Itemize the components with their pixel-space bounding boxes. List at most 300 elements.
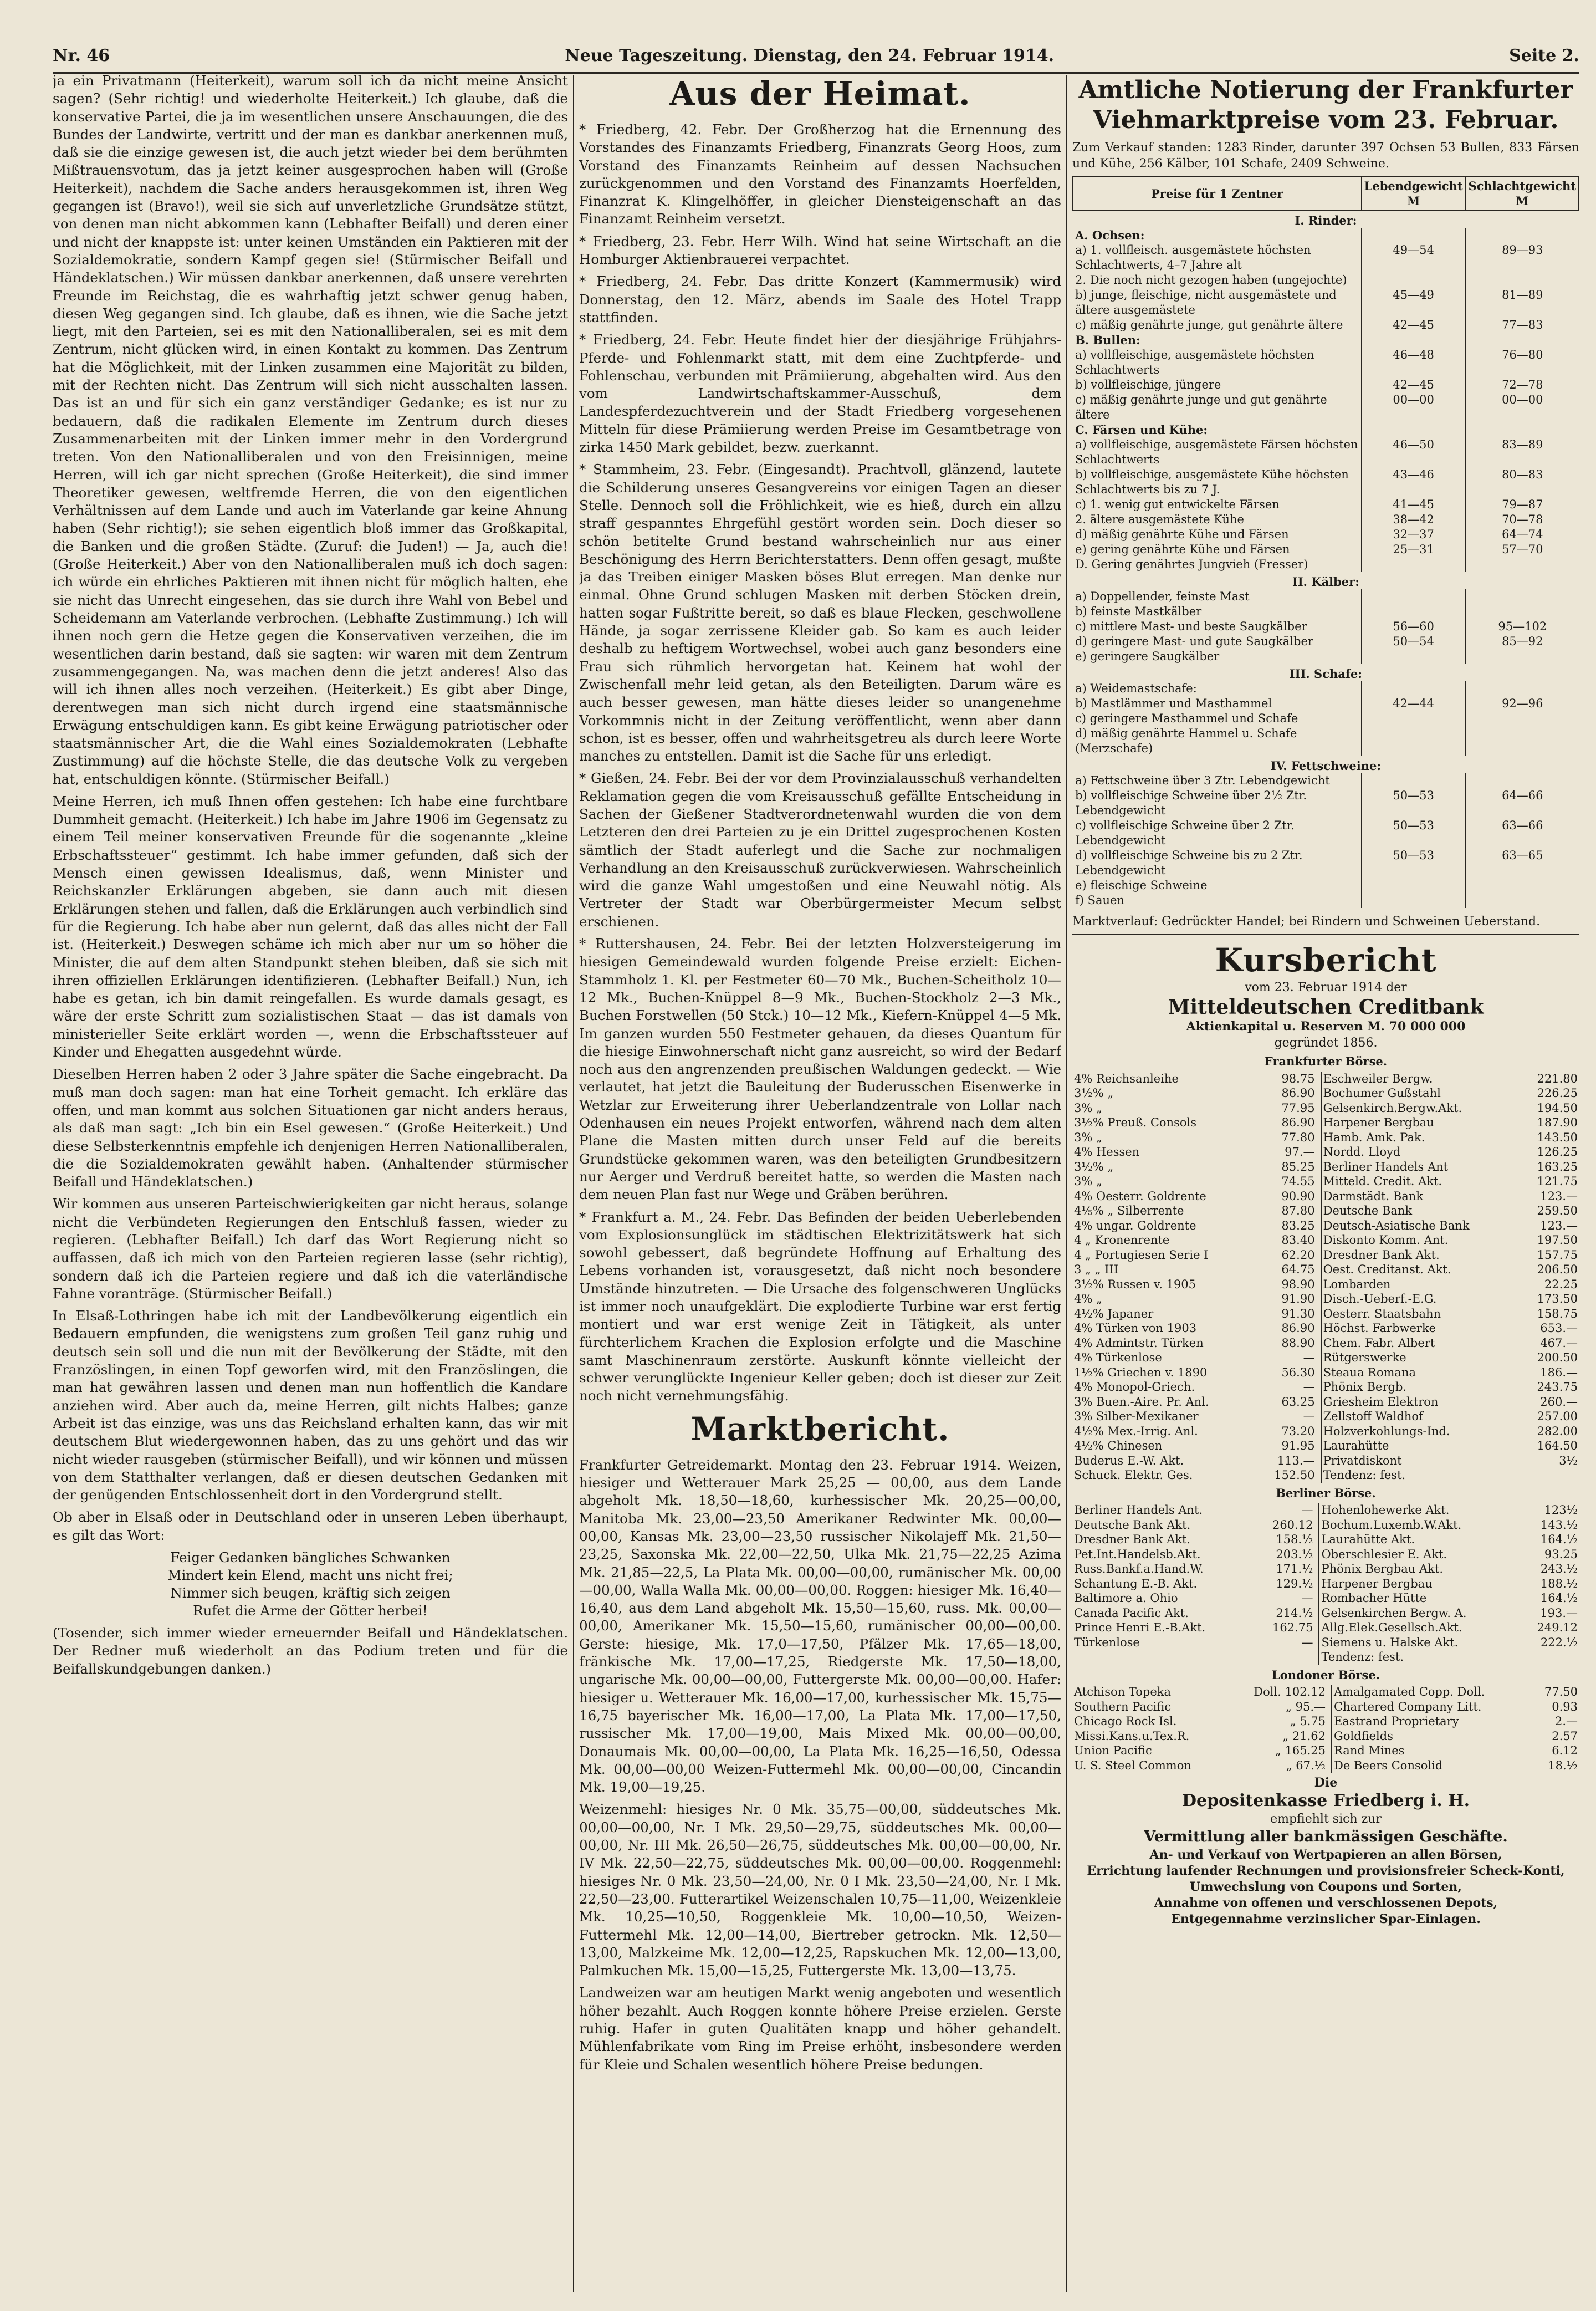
section-label: II. Kälber: [1292,575,1359,589]
security-name: Gelsenkirch.Bergw.Akt. [1323,1101,1462,1115]
table-row [1073,788,1579,818]
table-section-row [1073,228,1579,243]
table-row [1073,696,1579,711]
slaughter-weight-price: 77—83 [1466,318,1579,333]
security-quote: 93.25 [1544,1547,1578,1561]
security-quote: 2.— [1554,1715,1578,1728]
table-row [1073,726,1579,756]
bank-name: Mitteldeutschen Creditbank [1168,996,1484,1019]
quote-row [1072,1650,1579,1665]
slaughter-weight-price: 79—87 [1466,497,1579,512]
header-slaughter-weight: Schlachtgewicht M [1466,177,1579,210]
security-name: Union Pacific [1074,1744,1152,1757]
security-quote: 123½ [1544,1503,1578,1517]
live-weight-price: 42—45 [1362,318,1466,333]
security-quote: 56.30 [1256,1365,1321,1380]
security-name: Holzverkohlungs-Ind. [1323,1424,1450,1438]
security-name: Canada Pacific Akt. [1074,1606,1189,1620]
security-quote: 86.90 [1256,1115,1321,1130]
security-name: Hohenlohewerke Akt. [1321,1503,1450,1517]
issue-number: Nr. 46 [53,45,110,65]
speech-closing: (Tosender, sich immer wieder erneuernder Beifall und Händeklatschen. Der Redner muß wiederholt an das Podium treten und für die Beifallskundgebungen danken.) [53,1625,568,1677]
security-name: 3½% „ [1074,1160,1114,1174]
row-label: e) gering genährte Kühe und Färsen [1075,543,1290,556]
security-quote: 91.30 [1256,1307,1321,1322]
quote-row [1072,1160,1579,1175]
cattle-price-rows [1073,210,1579,908]
security-quote: 259.50 [1537,1204,1578,1217]
poem [53,1549,568,1620]
security-name: Lombarden [1323,1277,1391,1291]
table-section-row [1073,572,1579,589]
slaughter-weight-price [1466,893,1579,908]
security-quote: 3½ [1559,1453,1578,1467]
slaughter-weight-price [1466,878,1579,893]
live-weight-price: 56—60 [1362,619,1466,634]
slaughter-weight-price: 64—74 [1466,527,1579,542]
security-name: U. S. Steel Common [1074,1758,1191,1772]
quote-row [1072,1743,1579,1758]
quote-row [1072,1292,1579,1307]
security-quote: 98.90 [1256,1277,1321,1292]
live-weight-price: 43—46 [1362,467,1466,497]
table-section-row [1073,333,1579,348]
security-quote: „ 5.75 [1229,1714,1332,1729]
row-label: b) junge, fleischige, nicht ausgemästete und ältere ausgemästete [1075,288,1337,317]
row-label: b) feinste Mastkälber [1075,605,1202,618]
quote-row [1072,1115,1579,1130]
poem-line: Mindert kein Elend, macht uns nicht frei; [167,1567,453,1584]
quote-row [1072,1547,1579,1562]
security-quote: 86.90 [1256,1086,1321,1101]
security-name: Harpener Bergbau [1323,1116,1434,1129]
row-label: e) fleischige Schweine [1075,879,1208,892]
security-quote: — [1256,1380,1321,1395]
quote-row [1072,1577,1579,1591]
security-name: Dresdner Bank Akt. [1074,1533,1191,1546]
live-weight-price: 50—54 [1362,634,1466,649]
market-report: Frankfurter Getreidemarkt. Montag den 23. Februar 1914. Weizen, hiesiger und Wetterauer Mark 25,25 — 00,00, aus dem Lande abgeholt Mk. 18,50—18,60, kurhessischer Mk. 20,25—00,00, Manitoba Mk. 23,00—23,50 Amerikaner Redwinter Mk. 00,00—00,00, Kansas Mk. 23,00—23,50 russischer Nikolajeff Mk. 21,50—23,25, Saxonska Mk. 22,00—22,50, Ulka Mk. 21,75—22,25 Azima Mk. 21,85—22,5, La Plata Mk. 00,00—00,00, rumänischer Mk. 00,00—00,00, Walla Walla Mk. 00,00—00,00. Roggen: hiesiger Mk. 16,40—16,40, aus dem Land abgeholt Mk. 15,50—15,60, russ. Mk. 00,00—00,00, Amerikaner Mk. 15,50—15,60, rumänischer 00,00—00,00. Gerste: hiesige, Mk. 17,0—17,50, Pfälzer Mk. 17,65—18,00, fränkische Mk. 17,00—17,25, Riedgerste Mk. 17,50—18,00, ungarische Mk. 00,00—00,00, Futtergerste Mk. 00,00—00,00. Hafer: hiesiger u. Wetterauer Mk. 16,00—17,00, kurhessischer Mk. 15,75—16,75 bayerischer Mk. 16,00—17,00, La Plata Mk. 17,00—17,50, russischer Mk. 17,00—19,00, Mais Mixed Mk. 00,00—00,00, Donaumais Mk. 00,00—00,00, La Plata Mk. 16,25—16,50, Odessa Mk. 00,00—00,00 Weizen-Futtermehl Mk. 00,00—00,00, Cincandin Mk. 19,00—19,25. [579,1456,1061,1795]
security-name: Chartered Company Litt. [1334,1700,1482,1713]
frankfurt-exchange-table [1072,1051,1579,1483]
security-name: Tendenz: fest. [1321,1650,1404,1664]
live-weight-price: 50—53 [1362,788,1466,818]
security-quote: 129.½ [1254,1577,1319,1591]
quote-row [1072,1380,1579,1395]
security-name: Zellstoff Waldhof [1323,1410,1423,1423]
security-name: Oesterr. Staatsbahn [1323,1307,1441,1320]
security-name: Deutsch-Asiatische Bank [1323,1218,1470,1232]
table-row [1073,878,1579,893]
ad-line: Errichtung laufender Rechnungen und provisionsfreier Scheck-Konti, [1087,1864,1565,1878]
section-heading-heimat: Aus der Heimat. [669,75,971,113]
table-section-row [1073,210,1579,228]
security-quote: 2.57 [1552,1729,1578,1743]
security-name: 4% Admintstr. Türken [1074,1336,1204,1350]
security-quote: 18.½ [1548,1758,1578,1772]
quote-row [1072,1532,1579,1547]
security-quote: 200.50 [1537,1351,1578,1364]
slaughter-weight-price: 70—78 [1466,512,1579,527]
security-name: Southern Pacific [1074,1700,1172,1713]
security-quote: 260.12 [1254,1518,1319,1533]
security-quote: 197.50 [1537,1233,1578,1247]
quote-row [1072,1145,1579,1160]
bank-founded: gegründet 1856. [1274,1036,1378,1050]
row-label: a) Doppellender, feinste Mast [1075,590,1250,603]
security-name: Gelsenkirchen Bergw. A. [1321,1606,1467,1620]
quote-row [1072,1336,1579,1351]
berlin-exchange-heading: Berliner Börse. [1276,1486,1376,1500]
table-row [1073,711,1579,726]
column-divider-2 [1066,75,1067,2292]
live-weight-price: 49—54 [1362,243,1466,273]
security-quote: 193.— [1540,1606,1578,1620]
security-name: Dresdner Bank Akt. [1323,1248,1440,1262]
table-row [1073,243,1579,273]
quote-row [1072,1174,1579,1189]
slaughter-weight-price: 85—92 [1466,634,1579,649]
quote-row [1072,1503,1579,1518]
quote-row [1072,1729,1579,1744]
security-quote: „ 95.— [1229,1700,1332,1715]
quote-row [1072,1591,1579,1606]
security-quote: 171.½ [1254,1562,1319,1577]
quote-row [1072,1620,1579,1635]
security-name: 3% „ [1074,1130,1102,1144]
row-label: b) vollfleischige Schweine über 2½ Ztr. Lebendgewicht [1075,789,1307,817]
live-weight-price [1362,589,1466,604]
cattle-market-intro: Zum Verkauf standen: 1283 Rinder, darunter 397 Ochsen 53 Bullen, 833 Färsen und Kühe, 256 Kälber, 101 Schafe, 2409 Schweine. [1072,141,1579,171]
security-name: Allg.Elek.Gesellsch.Akt. [1321,1621,1462,1634]
empty-cell [1466,422,1579,437]
live-weight-price: 46—48 [1362,348,1466,377]
market-course: Marktverlauf: Gedrückter Handel; bei Rindern und Schweinen Ueberstand. [1072,915,1541,929]
security-name: Laurahütte Akt. [1321,1533,1415,1546]
security-quote: 653.— [1540,1322,1578,1335]
security-quote: 91.95 [1256,1438,1321,1453]
slaughter-weight-price: 63—65 [1466,848,1579,878]
speech-paragraph: Meine Herren, ich muß Ihnen offen gestehen: Ich habe eine furchtbare Dummheit gemacht. (Heiterkeit.) Ich habe im Jahre 1906 im Gegensatz zu einem Teil meiner konservativen Freunde für die sogenannte „kleine Erbschaftssteuer“ gestimmt. Ich habe immer gefunden, daß sich der Mensch einen gewissen Idealismus, daß, wenn Minister und Reichskanzler Erklärungen abgeben, sie dann auch mit diesen Erklärungen stehen und fallen, daß die Erklärungen auch verbindlich sind für die Regierung. Ich habe aber nun gelernt, daß das alles nicht der Fall ist. (Heiterkeit.) Deswegen schäme ich mich aber nur um so höher die Minister, die auf dem alten Standpunkt stehen bleiben, daß sie sich mit ihren offiziellen Erklärungen identifizieren. (Lebhafter Beifall.) Nun, ich habe es getan, ich bin damit reingefallen. Es wurde damals gesagt, es wäre der erste Schritt zum sozialistischen Staat — das ist damals von ministerieller Seite erklärt worden —, wenn die Erbschaftssteuer auf Kinder und Ehegatten ausgedehnt würde. [53,793,568,1060]
empty-cell [1362,228,1466,243]
row-label: f) Sauen [1075,894,1125,907]
security-quote: Doll. 102.12 [1229,1685,1332,1700]
row-label: c) mäßig genährte junge, gut genährte ältere [1075,318,1343,331]
quote-row [1072,1350,1579,1365]
speech-paragraph: ja ein Privatmann (Heiterkeit), warum soll ich da nicht meine Ansicht sagen? (Sehr richtig! und wiederholte Heiterkeit.) Ich glaube, daß die konservative Partei, die ja im wesentlichen unsere Anschauungen, die des Bundes der Landwirte, vertritt und der man es dankbar anerkennen muß, daß sie die einzige gewesen ist, die auch jetzt wieder bei dem berühmten Mißtrauensvotum, das ja jetzt keiner ausgesprochen haben will (Große Heiterkeit), nachdem die Sache anders herausgekommen ist, ihren Weg gegangen ist (Bravo!), weil sie sich auf unverletzliche Grundsätze stützt, von denen man nicht abkommen kann (Lebhafter Beifall) und deren einer und nicht der knappste ist: unter keinen Umständen ein Paktieren mit der Sozialdemokratie, sondern Kampf gegen sie! (Stürmischer Beifall und Händeklatschen.) Wir müssen dankbar anerkennen, daß unsere verehrten Freunde im Reichstag, die es wahrhaftig jetzt schwer genug haben, diesen Weg gegangen sind. Ich glaube, daß es ihnen, wie die Sache jetzt liegt, mit den Parteien, sei es mit den Nationalliberalen, sei es mit dem Zentrum, nicht glücken wird, in einen Kontakt zu kommen. Das Zentrum hat die Möglichkeit, mit der Linken zusammen eine Majorität zu bilden, mit der Rechten nicht. Das Zentrum will sich nicht ausschalten lassen. Das ist an und für sich ein ganz verständiger Gedanke; es ist nur zu bedauern, daß die radikalen Elemente im Zentrum durch dieses Zusammenarbeiten mit der Linken immer mehr in den Vordergrund treten. Von den Nationalliberalen und von den Freisinnigen, meine Herren, will ich gar nicht sprechen (Große Heiterkeit), die sind immer Theoretiker gewesen, weltfremde Herren, die von den eigentlichen Verhältnissen auf dem Lande und auch im Vaterlande gar keine Ahnung haben (Sehr richtig!); sie sehen eigentlich bloß immer das Großkapital, die Banken und die großen Städte. (Zuruf: die Juden!) — Ja, auch die! (Große Heiterkeit.) Aber von den Nationalliberalen muß ich doch sagen: ich würde ein ehrliches Paktieren mit ihnen nicht für möglich halten, ehe sie nicht das Unrecht eingesehen, das sie durch ihre Wahl von Bebel und Scheidemann am Vaterlande verbrochen. (Lebhafte Zustimmung.) Ich will ihnen noch gern die Hetze gegen die Konservativen verzeihen, die im wesentlichen darin bestand, daß sie sagten: wir waren mit dem Zentrum zusammengegangen. Na, was machen denn die jetzt anderes! Also das will ich ihnen alles noch verzeihen. (Heiterkeit.) Es gibt aber Dinge, derentwegen man sich nicht durch irgend eine staatsmännische Erwägung entschuldigen kann. Es gibt keine Erwägung patriotischer oder staatsmännischer Art, die die Wahl eines Sozialdemokraten (Lebhafte Zustimmung) auf die höchste Stelle, die das deutsche Volk zu vergeben hat, entschuldigen könnte. (Stürmischer Beifall.) [53,73,568,787]
security-quote: 0.93 [1552,1700,1578,1713]
section-label: C. Färsen und Kühe: [1075,423,1208,437]
security-quote: 123.— [1540,1189,1578,1203]
section-rule [1072,934,1579,935]
market-report: Weizenmehl: hiesiges Nr. 0 Mk. 35,75—00,00, süddeutsches Mk. 00,00—00,00, Nr. I Mk. 29,50—29,75, süddeutsches Mk. 00,00—00,00, Nr. III Mk. 26,50—26,75, süddeutsches Mk. 00,00—00,00, Nr. IV Mk. 22,50—22,75, süddeutsches Mk. 00,00—00,00. Roggenmehl: hiesiges Nr. 0 Mk. 23,50—24,00, Nr. 0 I Mk. 23,50—24,00, Nr. I Mk. 22,50—23,00. Futterartikel Weizenschalen 10,75—11,00, Weizenkleie Mk. 10,25—10,50, Roggenkleie Mk. 10,00—10,50, Weizen-Futtermehl Mk. 12,00—14,00, Biertreber getrockn. Mk. 12,50—13,00, Malzkeime Mk. 12,00—12,25, Rapskuchen Mk. 12,00—13,00, Palmkuchen Mk. 15,00—15,25, Futtergerste Mk. 13,00—13,75. [579,1801,1061,1979]
market-report: Landweizen war am heutigen Markt wenig angeboten und wesentlich höher bezahlt. Auch Roggen konnte höhere Preise erzielen. Gerste ruhig. Hafer in guten Qualitäten knapp und höher gehandelt. Mühlenfabrikate vom Ring im Preise erhöht, insbesondere werden für Kleie und Schalen wesentlich höhere Preise bedungen. [579,1984,1061,2073]
security-quote: 123.— [1540,1218,1578,1232]
row-label: b) vollfleischige, ausgemästete Kühe höchsten Schlachtwerts bis zu 7 J. [1075,468,1349,496]
ad-line: Umwechslung von Coupons und Sorten, [1190,1880,1462,1894]
cattle-market-title: Amtliche Notierung der Frankfurter Viehmarktpreise vom 23. Februar. [1078,76,1573,134]
security-name: 4⅕% „ Silberrente [1074,1204,1184,1217]
row-label: a) 1. vollfleisch. ausgemästete höchsten Schlachtwerts, 4–7 Jahre alt [1075,243,1311,272]
quote-row [1072,1758,1579,1773]
speech-paragraph: Ob aber in Elsaß oder in Deutschland oder in unseren Leben überhaupt, es gilt das Wort: [53,1509,568,1543]
quote-row [1072,1218,1579,1233]
slaughter-weight-price: 89—93 [1466,243,1579,273]
quote-row [1072,1606,1579,1621]
table-section-row [1073,422,1579,437]
table-row [1073,288,1579,318]
news-item: * Stammheim, 23. Febr. (Eingesandt). Prachtvoll, glänzend, lautete die Schilderung unseres Gesangvereins vor einigen Tagen an dieser Stelle. Dennoch soll die Fröhlichkeit, wie es hieß, durch ein allzu straff gespanntes Ehrgefühl gestört worden sein. Doch dieser so schön betitelte Grund bestand wahrscheinlich nur aus einer Beschönigung des Herrn Berichterstatters. Denn offen gesagt, mußte ja das Treiben einiger Masken böses Blut erregen. Man denke nur einmal. Ohne Grund schlugen Masken mit derben Stöcken drein, hatten sogar Fußtritte bereit, so daß es blaue Flecken, geschwollene Hände, ja sogar zerrissene Kleider gab. So kam es auch leider deshalb zu heftigem Wortwechsel, wobei auch ganz besonders eine Frau sich rühmlich hervorgetan hat. Keinem hat wohl der Zwischenfall mehr leid getan, als den Beteiligten. Darum wäre es auch besser gewesen, man hätte dieses leider so unangenehme Vorkommnis nicht in der Zeitung veröffentlicht, wenn aber dann schon, ist es besser, offen und wahrheitsgetreu als durch leere Worte manches zu entstellen. Damit ist die Sache für uns erledigt. [579,461,1061,764]
security-quote: 6.12 [1552,1744,1578,1757]
security-name: Türkenlose [1074,1635,1140,1649]
quote-row [1072,1468,1579,1483]
row-label: a) Weidemastschafe: [1075,682,1197,695]
kursbericht-title: Kursbericht [1215,941,1437,979]
row-label: D. Gering genährtes Jungvieh (Fresser) [1075,558,1308,571]
security-quote: 282.00 [1537,1424,1578,1438]
security-name: Deutsche Bank Akt. [1074,1518,1191,1532]
security-quote: 77.50 [1544,1685,1578,1698]
table-row [1073,557,1579,572]
security-quote: 77.95 [1256,1101,1321,1116]
masthead-title: Neue Tageszeitung. Dienstag, den 24. Februar 1914. [565,45,1055,65]
table-row [1073,619,1579,634]
security-quote: 188.½ [1540,1577,1578,1590]
security-name: 4% Hessen [1074,1145,1140,1159]
slaughter-weight-price [1466,273,1579,288]
security-name: 4½% Chinesen [1074,1439,1163,1452]
security-quote: 467.— [1540,1336,1578,1350]
security-name: Harpener Bergbau [1321,1577,1433,1590]
prices-column [1072,72,1579,2289]
poem-line: Nimmer sich beugen, kräftig sich zeigen [170,1585,451,1601]
security-name: 4% Monopol-Griech. [1074,1380,1195,1394]
slaughter-weight-price [1466,649,1579,664]
security-quote: 113.— [1256,1453,1321,1468]
ad-services-heading: Vermittlung aller bankmässigen Geschäfte. [1144,1828,1508,1845]
table-section-row [1073,664,1579,681]
security-name: Amalgamated Copp. Doll. [1334,1685,1485,1698]
frankfurt-exchange-heading: Frankfurter Börse. [1264,1054,1388,1068]
section-label: A. Ochsen: [1075,228,1145,242]
security-name: Bochum.Luxemb.W.Akt. [1321,1518,1462,1532]
row-label: e) geringere Saugkälber [1075,650,1220,663]
berlin-exchange-table [1072,1483,1579,1665]
security-quote: 143.50 [1537,1130,1578,1144]
security-name: Chicago Rock Isl. [1074,1715,1177,1728]
quote-row [1072,1365,1579,1380]
security-quote: — [1254,1503,1319,1518]
live-weight-price: 42—45 [1362,377,1466,392]
live-weight-price [1362,893,1466,908]
security-name: Pet.Int.Handelsb.Akt. [1074,1547,1201,1561]
empty-cell [1466,228,1579,243]
empty-cell [1362,422,1466,437]
security-quote: 63.25 [1256,1395,1321,1410]
security-quote: 88.90 [1256,1336,1321,1351]
slaughter-weight-price: 81—89 [1466,288,1579,318]
table-section-row [1073,756,1579,773]
live-weight-price [1362,726,1466,756]
table-row [1073,318,1579,333]
security-name: Deutsche Bank [1323,1204,1413,1217]
security-name [1072,1650,1254,1665]
security-name: Nordd. Lloyd [1323,1145,1401,1159]
poem-line: Feiger Gedanken bängliches Schwanken [170,1549,451,1566]
live-weight-price: 50—53 [1362,848,1466,878]
row-label: a) vollfleischige, ausgemästete höchsten Schlachtwerts [1075,348,1314,376]
security-quote: 186.— [1540,1365,1578,1379]
live-weight-price: 50—53 [1362,818,1466,848]
speech-paragraph: Dieselben Herren haben 2 oder 3 Jahre später die Sache eingebracht. Da muß man doch sagen: man hat eine Torheit gemacht. Ich erkläre das offen, und man kommt aus solchen Situationen gar nicht anders heraus, als daß man sagt: „Ich bin ein Esel gewesen.“ (Große Heiterkeit.) Und diese Selbsterkenntnis empfehle ich denjenigen Herren Nationalliberalen, die die Sozialdemokraten gewählt haben. (Anhaltender stürmischer Beifall und Händeklatschen.) [53,1066,568,1190]
table-row [1073,348,1579,377]
quote-row [1072,1321,1579,1336]
quote-row [1072,1685,1579,1700]
bank-capital: Aktienkapital u. Reserven M. 70 000 000 [1186,1019,1466,1034]
table-row [1073,527,1579,542]
kursbericht-date: vom 23. Februar 1914 der [1245,981,1407,994]
slaughter-weight-price: 92—96 [1466,696,1579,711]
security-name: Berliner Handels Ant. [1074,1503,1203,1517]
security-name: 3 „ „ III [1074,1263,1119,1276]
security-name: 4 „ Portugiesen Serie I [1074,1248,1209,1262]
quote-row [1072,1233,1579,1248]
security-quote [1520,1650,1579,1665]
live-weight-price: 41—45 [1362,497,1466,512]
slaughter-weight-price [1466,711,1579,726]
security-quote: 74.55 [1256,1174,1321,1189]
quote-row [1072,1409,1579,1424]
security-quote: 83.40 [1256,1233,1321,1248]
security-name: 3½% Preuß. Consols [1074,1116,1196,1129]
security-name: 4% Reichsanleihe [1074,1072,1179,1085]
row-label: 2. ältere ausgemästete Kühe [1075,513,1244,526]
security-name: 3% „ [1074,1175,1102,1188]
security-name: Höchst. Farbwerke [1323,1322,1436,1335]
security-name: 4 „ Kronenrente [1074,1233,1170,1247]
table-row [1073,497,1579,512]
speech-column [53,72,568,2289]
table-row [1073,467,1579,497]
header-prices: Preise für 1 Zentner [1073,177,1362,210]
row-label: d) mäßig genährte Kühe und Färsen [1075,528,1289,541]
security-name: Tendenz: fest. [1323,1468,1406,1482]
live-weight-price [1362,773,1466,788]
slaughter-weight-price: 64—66 [1466,788,1579,818]
news-item: * Ruttershausen, 24. Febr. Bei der letzten Holzversteigerung im hiesigen Gemeindewald wurden folgende Preise erzielt: Eichen-Stammholz 1. Kl. per Festmeter 60—70 Mk., Buchen-Scheitholz 10—12 Mk., Buchen-Knüppel 8—9 Mk., Buchen-Stockholz 2—3 Mk., Buchen Forstwellen (50 Stck.) 10—12 Mk., Kiefern-Knüppel 4—5 Mk. Im ganzen wurden 550 Festmeter gehauen, da dieses Quantum für die hiesige Einwohnerschaft nicht ganz ausreicht, so wird der Bedarf noch aus den angrenzenden preußischen Waldungen gedeckt. — Wie verlautet, hat jetzt die Bauleitung der Buderusschen Eisenwerke in Wetzlar zur Erweiterung ihrer Ueberlandzentrale von Lollar nach Odenhausen ein neues Projekt entworfen, während nach dem alten Plane die Masten mitten durch unser Feld auf die bereits Grundstücke gekommen waren, was den beteiligten Grundbesitzern nur Aerger und Verdruß bereitet hatte, so werden die Masten nach dem neuen Plan fast nur Wege und Gräben berühren. [579,936,1061,1203]
slaughter-weight-price [1466,557,1579,572]
table-row [1073,893,1579,908]
security-name: Oberschlesier E. Akt. [1321,1547,1447,1561]
table-row [1073,512,1579,527]
security-name: Laurahütte [1323,1439,1389,1452]
live-weight-price: 00—00 [1362,392,1466,422]
poem-line: Rufet die Arme der Götter herbei! [193,1603,428,1619]
masthead [53,39,1579,72]
security-name: 3½% Russen v. 1905 [1074,1277,1196,1291]
security-name: Hamb. Amk. Pak. [1323,1130,1425,1144]
quote-row [1072,1262,1579,1277]
quote-row [1072,1438,1579,1453]
slaughter-weight-price: 76—80 [1466,348,1579,377]
security-quote: 83.25 [1256,1218,1321,1233]
live-weight-price: 38—42 [1362,512,1466,527]
london-exchange-table [1072,1665,1579,1773]
security-quote: 97.— [1256,1145,1321,1160]
security-quote: 194.50 [1537,1101,1578,1115]
security-name: Russ.Bankf.a.Hand.W. [1074,1562,1204,1575]
security-quote: 86.90 [1256,1321,1321,1336]
header-live-weight: Lebendgewicht M [1362,177,1466,210]
row-label: c) mittlere Mast- und beste Saugkälber [1075,620,1307,633]
security-quote: 91.90 [1256,1292,1321,1307]
security-quote: — [1256,1409,1321,1424]
ad-line: Entgegennahme verzinslicher Spar-Einlagen. [1171,1912,1481,1926]
security-quote: „ 165.25 [1229,1743,1332,1758]
security-quote: 62.20 [1256,1248,1321,1263]
quote-row [1072,1101,1579,1116]
row-label: d) mäßig genährte Hammel u. Schafe (Merzschafe) [1075,727,1297,755]
security-quote: 173.50 [1537,1292,1578,1305]
security-quote: 164.½ [1540,1591,1578,1605]
security-quote: „ 67.½ [1229,1758,1332,1773]
security-quote: 187.90 [1537,1116,1578,1129]
section-label: IV. Fettschweine: [1270,759,1382,773]
quote-row [1072,1086,1579,1101]
security-quote: 162.75 [1254,1620,1319,1635]
security-name: Diskonto Komm. Ant. [1323,1233,1449,1247]
ad-die: Die [1314,1776,1338,1790]
speech-paragraph: Wir kommen aus unseren Parteischwierigkeiten gar nicht heraus, solange nicht die Verbündeten Regierungen den Entschluß fassen, wieder zu regieren. (Lebhafter Beifall.) Ich darf das Wort Regierung nicht so auffassen, daß ich mich von den Parteien regieren lasse (sehr richtig), sondern daß ich die Parteien regiere und daß ich die vaterländische Fahne voranträge. (Stürmischer Beifall.) [53,1196,568,1302]
row-label: a) Fettschweine über 3 Ztr. Lebendgewicht [1075,774,1330,787]
security-name: Eastrand Proprietary [1334,1715,1459,1728]
quote-row [1072,1307,1579,1322]
quote-row [1072,1700,1579,1715]
security-name: Mitteld. Credit. Akt. [1323,1175,1442,1188]
security-quote: 90.90 [1256,1189,1321,1204]
security-name: Chem. Fabr. Albert [1323,1336,1435,1350]
quote-row [1072,1277,1579,1292]
row-label: d) geringere Mast- und gute Saugkälber [1075,635,1313,648]
security-name: 4½% Mex.-Irrig. Anl. [1074,1424,1198,1438]
live-weight-price: 46—50 [1362,437,1466,467]
security-name: 4% Oesterr. Goldrente [1074,1189,1206,1203]
security-name: Bochumer Gußstahl [1323,1086,1441,1100]
live-weight-price [1362,711,1466,726]
table-row [1073,773,1579,788]
empty-cell [1466,333,1579,348]
local-news-column [579,72,1061,2289]
row-label: b) vollfleischige, jüngere [1075,378,1221,391]
table-row [1073,649,1579,664]
security-name: Phönix Bergbau Akt. [1321,1562,1444,1575]
security-name: Schuck. Elektr. Ges. [1074,1468,1193,1482]
quote-row [1072,1635,1579,1650]
security-quote: 214.½ [1254,1606,1319,1621]
security-quote: 203.½ [1254,1547,1319,1562]
news-item: * Friedberg, 23. Febr. Herr Wilh. Wind hat seine Wirtschaft an die Homburger Aktienbrauerei verpachtet. [579,233,1061,268]
table-row [1073,273,1579,288]
security-name: 4½% Japaner [1074,1307,1154,1320]
security-quote: 77.80 [1256,1130,1321,1145]
slaughter-weight-price: 63—66 [1466,818,1579,848]
section-label: B. Bullen: [1075,333,1140,347]
security-quote: 158.75 [1537,1307,1578,1320]
security-quote: 87.80 [1256,1203,1321,1218]
news-item: * Friedberg, 42. Febr. Der Großherzog hat die Ernennung des Vorstandes des Finanzamts Friedberg, Finanzrats Georg Hoos, zum Vorstand des Finanzamts Reinheim auf dessen Nachsuchen zurückgenommen und den Vorstand des Finanzamts Hoerfelden, Finanzrat K. Klingelhöffer, in gleicher Diensteigenschaft an das Finanzamt Reinheim versetzt. [579,121,1061,227]
security-name: Griesheim Elektron [1323,1395,1439,1409]
security-name: Phönix Bergb. [1323,1380,1407,1394]
